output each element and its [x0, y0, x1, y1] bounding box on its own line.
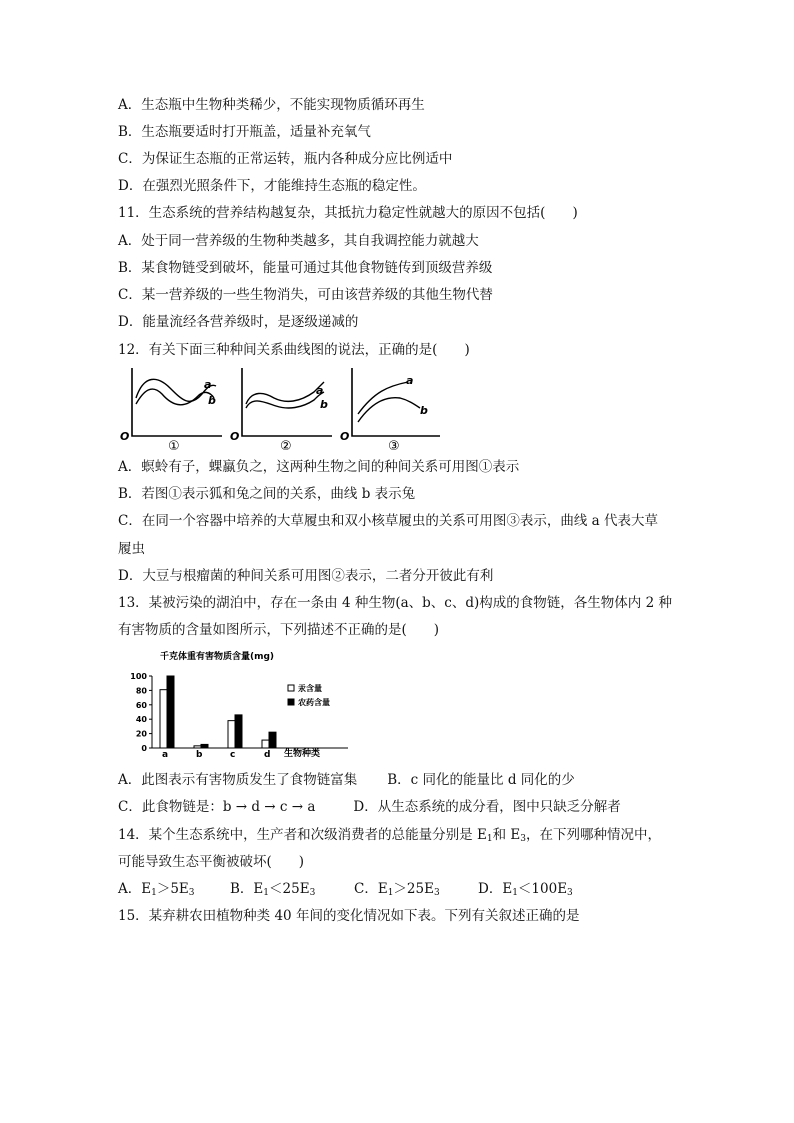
y-tick-label: 20	[135, 729, 147, 739]
q12-option-a: A．螟蛉有子，蜾蠃负之，这两种生物之间的种间关系可用图①表示	[118, 459, 520, 475]
q11-stem: 11．生态系统的营养结构越复杂，其抵抗力稳定性就越大的原因不包括( )	[118, 205, 578, 221]
q14-option-c: C．$E_1>25E_3$	[354, 881, 440, 898]
fig2-curve-b	[246, 392, 324, 408]
bar-c-pesticide	[235, 715, 242, 748]
y-tick-label: 0	[141, 744, 147, 753]
fig3-label-a: a	[406, 374, 414, 387]
legend-swatch-mercury	[288, 685, 294, 691]
chart-title: 千克体重有害物质含量(mg)	[160, 652, 275, 662]
q14-stem-line2: 可能导致生态平衡被破坏( )	[118, 854, 305, 870]
q14-stem-line1: 14．某个生态系统中，生产者和次级消费者的总能量分别是 $E_1$和 $E_3$，在下列哪种情况中，	[118, 827, 661, 844]
fig1-origin: O	[120, 430, 130, 443]
fig2-label-a: a	[316, 384, 324, 397]
q13-options-row2	[118, 798, 621, 816]
fig3-label-b: b	[420, 404, 428, 417]
fig1-number: ①	[168, 439, 180, 450]
q10-option-a: A．生态瓶中生物种类稀少，不能实现物质循环再生	[118, 97, 425, 113]
fig3-curve-b	[358, 398, 420, 422]
bar-c-mercury	[228, 721, 235, 748]
q13-option-b: B．c 同化的能量比 d 同化的少	[387, 772, 575, 788]
q12-option-c-cont: 履虫	[118, 541, 145, 557]
legend-mercury: 汞含量	[298, 684, 322, 693]
bar-b-pesticide	[201, 744, 208, 748]
q12-option-d: D．大豆与根瘤菌的种间关系可用图②表示，二者分开彼此有利	[118, 568, 494, 584]
y-tick-label: 40	[135, 715, 147, 725]
q10-option-d: D．在强烈光照条件下，才能维持生态瓶的稳定性。	[118, 178, 426, 194]
q14-options	[118, 880, 573, 902]
fig3-axes	[352, 368, 440, 436]
legend-pesticide: 农药含量	[298, 698, 330, 707]
bar-a-pesticide	[167, 676, 174, 748]
fig2-label-b: b	[320, 398, 328, 411]
fig2-number: ②	[280, 439, 292, 450]
q13-options-row1	[118, 771, 575, 789]
q14-option-b: B．$E_1<25E_3$	[230, 881, 316, 898]
q12-stem: 12．有关下面三种种间关系曲线图的说法，正确的是( )	[118, 342, 470, 358]
y-tick-label: 60	[135, 700, 147, 710]
q11-option-b: B．某食物链受到破坏，能量可通过其他食物链传到顶级营养级	[118, 260, 493, 276]
q12-relationship-figures	[118, 364, 448, 450]
bar-b-mercury	[194, 746, 201, 748]
q14-option-d: D．$E_1<100E_3$	[478, 881, 573, 898]
fig3-number: ③	[388, 439, 400, 450]
q11-option-c: C．某一营养级的一些生物消失，可由该营养级的其他生物代替	[118, 287, 493, 303]
fig1-label-b: b	[208, 394, 216, 407]
bar-d-mercury	[262, 740, 269, 748]
q13-option-d: D．从生态系统的成分看，图中只缺乏分解者	[353, 799, 621, 815]
y-tick-label: 80	[135, 686, 147, 696]
q11-option-d: D．能量流经各营养级时，是逐级递减的	[118, 314, 359, 330]
y-tick-label: 100	[130, 672, 147, 681]
q10-option-b: B．生态瓶要适时打开瓶盖，适量补充氧气	[118, 124, 371, 140]
q13-bar-chart	[118, 648, 350, 760]
bar-d-pesticide	[269, 732, 276, 748]
q15-stem: 15．某弃耕农田植物种类 40 年间的变化情况如下表。下列有关叙述正确的是	[118, 908, 580, 924]
q13-stem-line1: 13．某被污染的湖泊中，存在一条由 4 种生物(a、b、c、d)构成的食物链，各生物体内 2 种	[118, 595, 672, 611]
fig1-curve-b	[136, 389, 214, 405]
legend-swatch-pesticide	[288, 699, 294, 705]
bar-a-mercury	[160, 690, 167, 748]
x-tick-label-d: d	[264, 750, 271, 760]
fig3-origin: O	[340, 430, 350, 443]
q14-option-a: A．$E_1>5E_3$	[118, 881, 195, 898]
q12-option-b: B．若图①表示狐和兔之间的关系，曲线 b 表示兔	[118, 486, 416, 502]
x-tick-label-c: c	[230, 750, 236, 760]
x-tick-label-b: b	[196, 750, 203, 760]
x-axis-label: 生物种类	[284, 749, 321, 759]
fig1-label-a: a	[204, 378, 212, 391]
q13-stem-line2: 有害物质的含量如图所示，下列描述不正确的是( )	[118, 622, 440, 638]
q12-option-c: C．在同一个容器中培养的大草履虫和双小核草履虫的关系可用图③表示，曲线 a 代表大草	[118, 513, 658, 529]
q13-option-c: C．此食物链是：b → d → c → a	[118, 799, 316, 815]
q10-option-c: C．为保证生态瓶的正常运转，瓶内各种成分应比例适中	[118, 151, 453, 167]
q13-option-a: A．此图表示有害物质发生了食物链富集	[118, 772, 358, 788]
q11-option-a: A．处于同一营养级的生物种类越多，其自我调控能力就越大	[118, 233, 479, 249]
x-tick-label-a: a	[162, 750, 169, 760]
fig2-origin: O	[230, 430, 240, 443]
